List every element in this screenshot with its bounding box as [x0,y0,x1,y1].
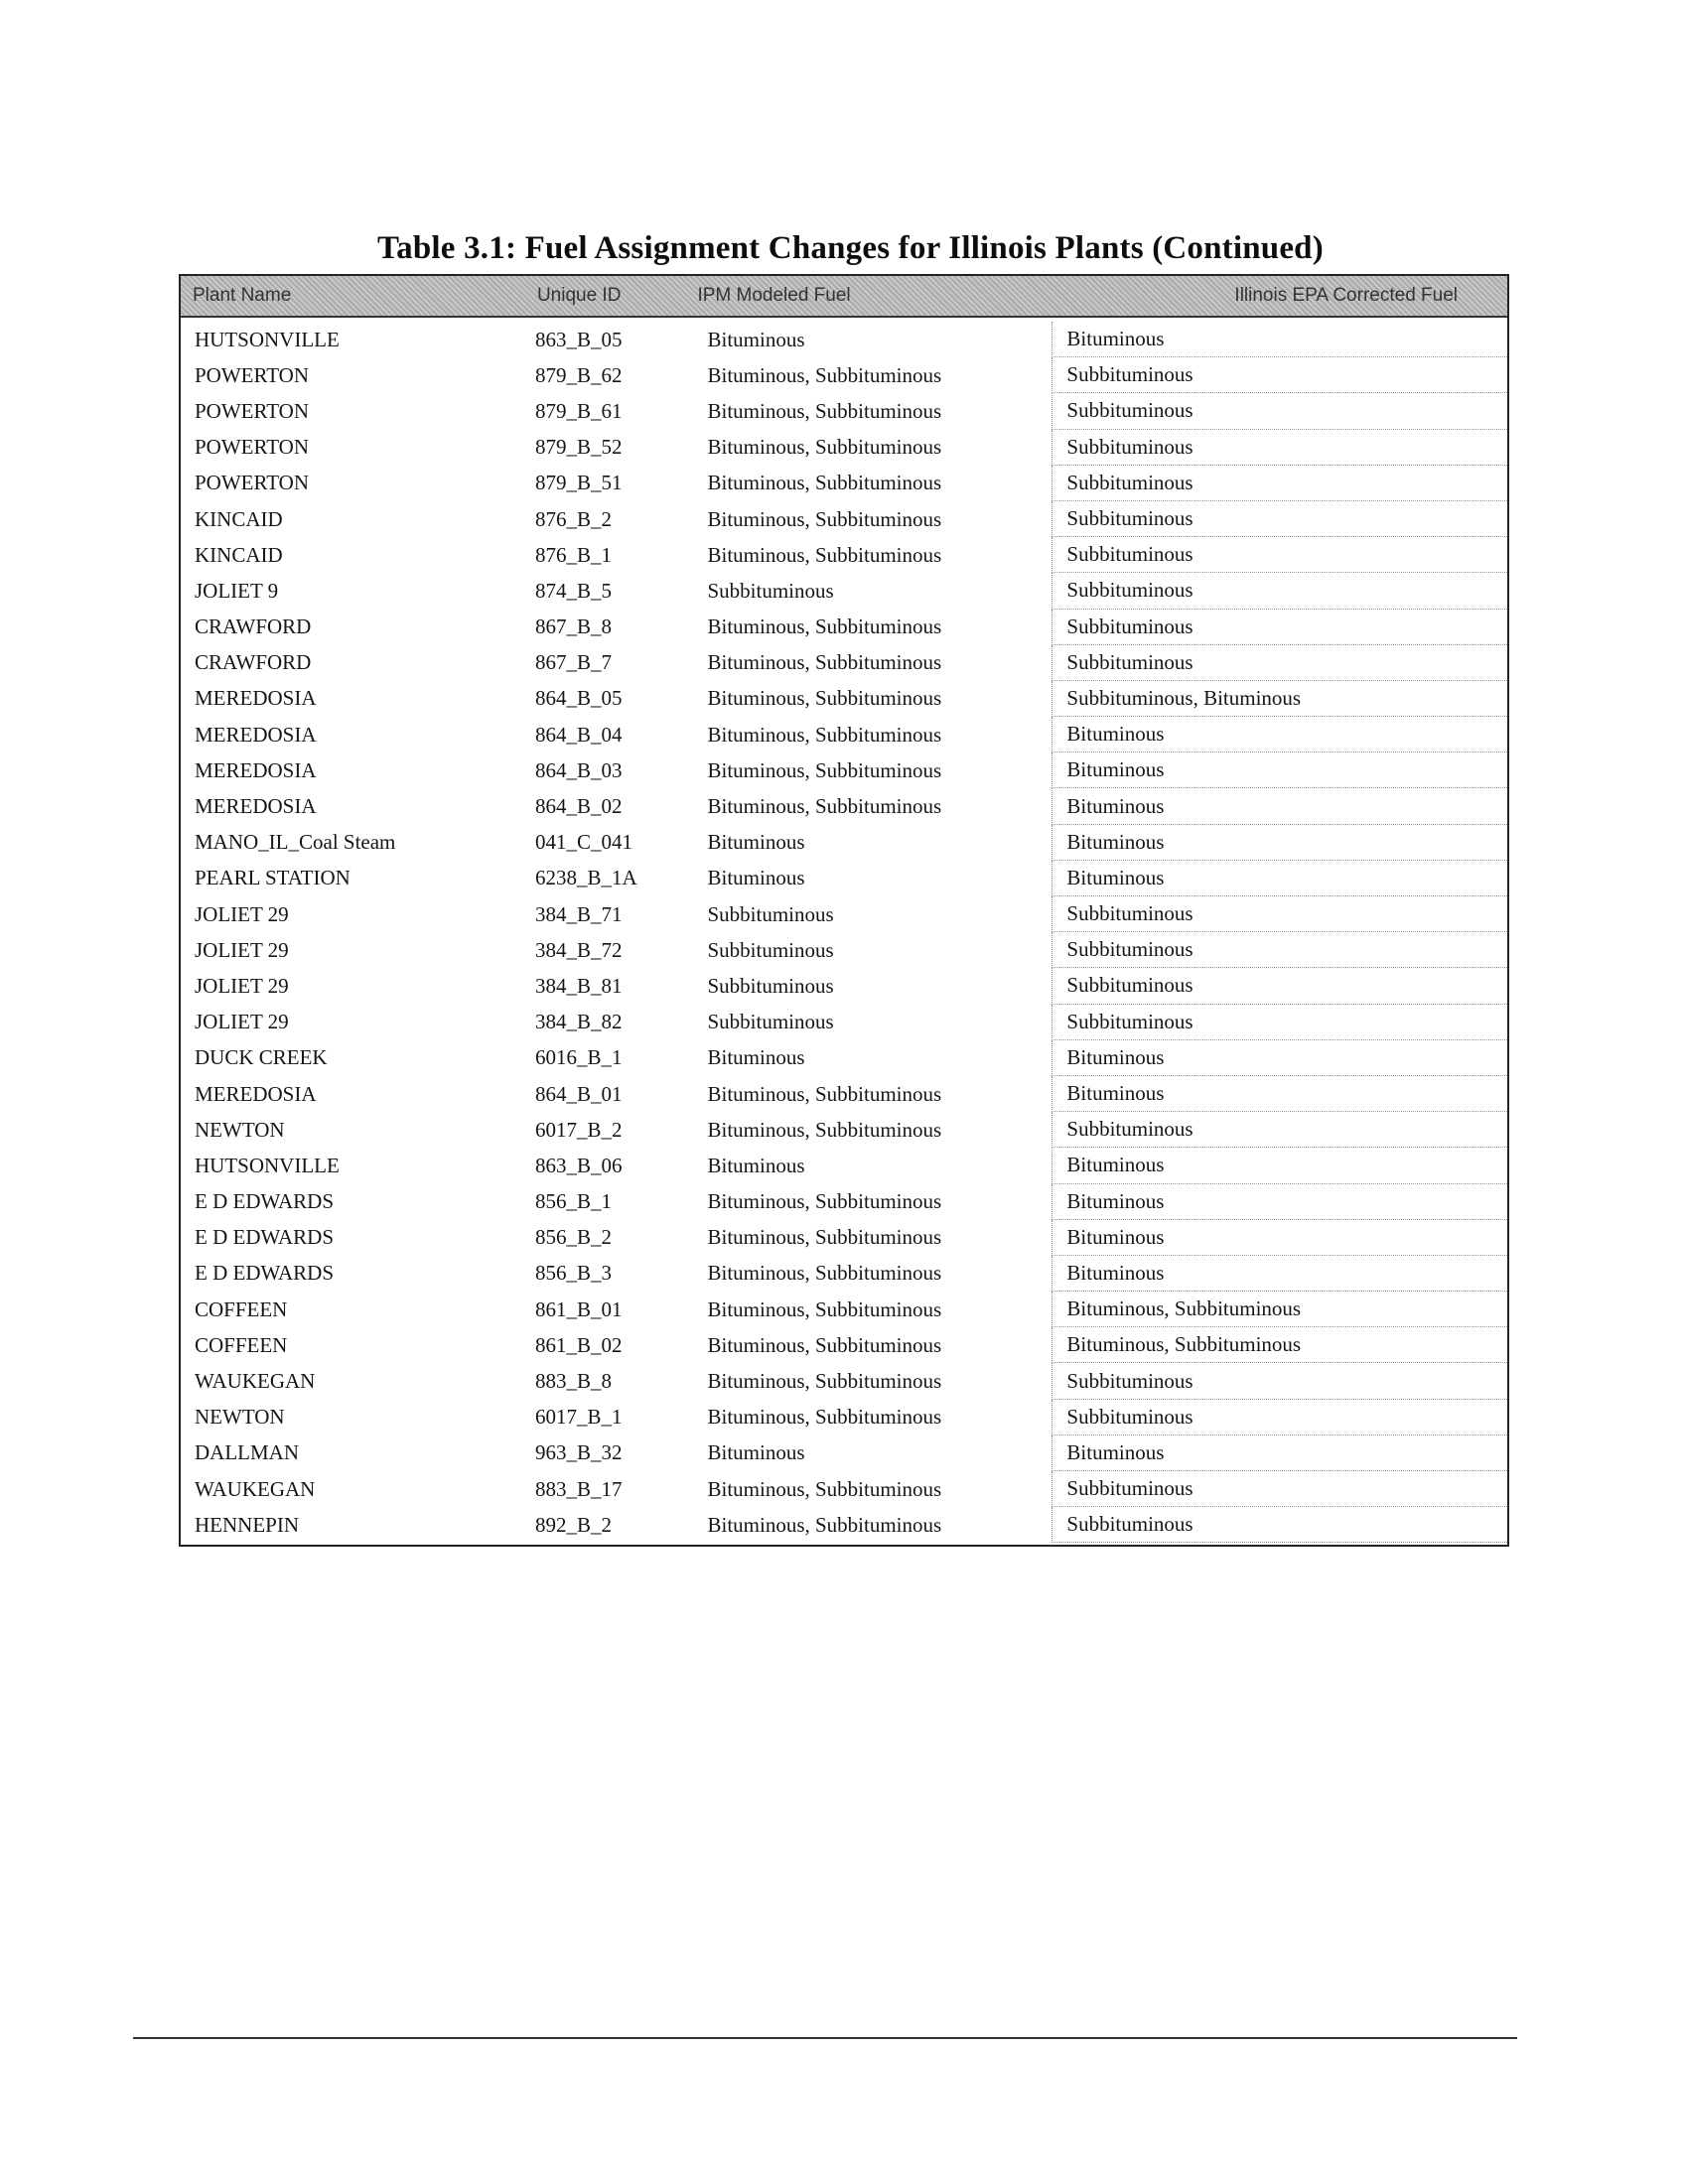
unique-id-cell: 879_B_51 [534,471,623,495]
epa-fuel-cell: Subbituminous [1052,645,1507,681]
epa-fuel-cell: Subbituminous [1052,430,1507,466]
table-row [181,573,1507,609]
epa-fuel-cell: Subbituminous [1052,1363,1507,1399]
plant-name-cell: JOLIET 29 [195,937,289,962]
table-row [181,932,1507,968]
unique-id-cell: 856_B_2 [534,1225,612,1250]
ipm-fuel-cell: Subbituminous [707,1010,834,1034]
table-row [181,1112,1507,1148]
epa-fuel-cell: Subbituminous, Bituminous [1052,681,1507,717]
ipm-fuel-cell: Bituminous, Subbituminous [707,1225,942,1250]
plant-name-cell: JOLIET 29 [195,973,289,998]
header-epa-fuel: Illinois EPA Corrected Fuel [1234,285,1458,306]
ipm-fuel-cell: Bituminous, Subbituminous [707,471,942,495]
plant-name-cell: WAUKEGAN [195,1369,316,1394]
ipm-fuel-cell: Bituminous, Subbituminous [707,435,942,460]
ipm-fuel-cell: Bituminous, Subbituminous [707,1405,942,1430]
plant-name-cell: MEREDOSIA [195,1081,317,1106]
epa-fuel-cell: Subbituminous [1052,537,1507,573]
ipm-fuel-cell: Bituminous [707,1440,805,1465]
plant-name-cell: JOLIET 29 [195,901,289,926]
epa-fuel-cell: Subbituminous [1052,1112,1507,1148]
epa-fuel-cell: Bituminous [1052,322,1507,357]
table-row [181,1507,1507,1543]
epa-fuel-cell: Bituminous [1052,825,1507,861]
table-row [181,861,1507,896]
unique-id-cell: 6016_B_1 [534,1045,623,1070]
header-unique-id: Unique ID [536,285,622,306]
plant-name-cell: NEWTON [195,1117,285,1142]
plant-name-cell: DUCK CREEK [195,1045,328,1070]
plant-name-cell: JOLIET 9 [195,578,279,603]
table-row [181,1292,1507,1327]
ipm-fuel-cell: Subbituminous [707,973,834,998]
table-row [181,466,1507,501]
plant-name-cell: NEWTON [195,1405,285,1430]
epa-fuel-cell: Subbituminous [1052,1507,1507,1543]
table-row [181,1435,1507,1471]
table-row [181,1040,1507,1076]
epa-fuel-cell: Subbituminous [1052,357,1507,393]
unique-id-cell: 879_B_52 [534,435,623,460]
ipm-fuel-cell: Bituminous [707,1045,805,1070]
unique-id-cell: 879_B_61 [534,398,623,423]
unique-id-cell: 863_B_06 [534,1153,623,1177]
plant-name-cell: DALLMAN [195,1440,299,1465]
plant-name-cell: COFFEEN [195,1332,288,1357]
unique-id-cell: 879_B_62 [534,362,623,387]
table-row [181,610,1507,645]
plant-name-cell: POWERTON [195,471,310,495]
table-row [181,1327,1507,1363]
unique-id-cell: 856_B_3 [534,1261,612,1286]
unique-id-cell: 874_B_5 [534,578,612,603]
epa-fuel-cell: Subbituminous [1052,501,1507,537]
header-plant-name: Plant Name [193,285,292,306]
ipm-fuel-cell: Bituminous, Subbituminous [707,1189,942,1214]
unique-id-cell: 867_B_8 [534,614,612,639]
unique-id-cell: 963_B_32 [534,1440,623,1465]
plant-name-cell: KINCAID [195,506,283,531]
ipm-fuel-cell: Bituminous, Subbituminous [707,1081,942,1106]
epa-fuel-cell: Subbituminous [1052,610,1507,645]
plant-name-cell: POWERTON [195,362,310,387]
ipm-fuel-cell: Bituminous, Subbituminous [707,1369,942,1394]
ipm-fuel-cell: Bituminous, Subbituminous [707,757,942,782]
table-row [181,537,1507,573]
table-row [181,1363,1507,1399]
unique-id-cell: 861_B_02 [534,1332,623,1357]
ipm-fuel-cell: Bituminous, Subbituminous [707,1332,942,1357]
table-row [181,357,1507,393]
table-row [181,788,1507,824]
plant-name-cell: MEREDOSIA [195,794,317,819]
table-row [181,717,1507,752]
epa-fuel-cell: Bituminous [1052,717,1507,752]
ipm-fuel-cell: Bituminous, Subbituminous [707,362,942,387]
table-row [181,1005,1507,1040]
table-title: Table 3.1: Fuel Assignment Changes for Illinois Plants (Continued) [377,230,1324,266]
plant-name-cell: MANO_IL_Coal Steam [195,830,396,855]
plant-name-cell: COFFEEN [195,1297,288,1321]
unique-id-cell: 6017_B_1 [534,1405,623,1430]
ipm-fuel-cell: Bituminous [707,327,805,351]
table-header-row [181,276,1507,318]
plant-name-cell: E D EDWARDS [195,1225,334,1250]
epa-fuel-cell: Bituminous [1052,1220,1507,1256]
unique-id-cell: 384_B_72 [534,937,623,962]
epa-fuel-cell: Bituminous [1052,1184,1507,1220]
plant-name-cell: KINCAID [195,542,283,567]
unique-id-cell: 384_B_82 [534,1010,623,1034]
ipm-fuel-cell: Bituminous, Subbituminous [707,1261,942,1286]
fuel-assignment-table [179,274,1509,1547]
unique-id-cell: 892_B_2 [534,1512,612,1537]
epa-fuel-cell: Subbituminous [1052,896,1507,932]
unique-id-cell: 041_C_041 [534,830,632,855]
ipm-fuel-cell: Bituminous, Subbituminous [707,686,942,711]
unique-id-cell: 861_B_01 [534,1297,623,1321]
unique-id-cell: 883_B_17 [534,1476,623,1501]
plant-name-cell: HUTSONVILLE [195,327,340,351]
epa-fuel-cell: Subbituminous [1052,1005,1507,1040]
unique-id-cell: 6238_B_1A [534,866,637,890]
unique-id-cell: 384_B_71 [534,901,623,926]
epa-fuel-cell: Bituminous [1052,1076,1507,1112]
plant-name-cell: PEARL STATION [195,866,351,890]
plant-name-cell: HUTSONVILLE [195,1153,340,1177]
ipm-fuel-cell: Bituminous, Subbituminous [707,542,942,567]
ipm-fuel-cell: Bituminous, Subbituminous [707,1297,942,1321]
plant-name-cell: CRAWFORD [195,614,312,639]
epa-fuel-cell: Bituminous [1052,1040,1507,1076]
plant-name-cell: CRAWFORD [195,650,312,675]
table-row [181,752,1507,788]
ipm-fuel-cell: Subbituminous [707,578,834,603]
plant-name-cell: MEREDOSIA [195,686,317,711]
epa-fuel-cell: Subbituminous [1052,393,1507,429]
table-row [181,1184,1507,1220]
unique-id-cell: 856_B_1 [534,1189,612,1214]
ipm-fuel-cell: Subbituminous [707,901,834,926]
ipm-fuel-cell: Bituminous, Subbituminous [707,1117,942,1142]
plant-name-cell: MEREDOSIA [195,722,317,747]
ipm-fuel-cell: Bituminous, Subbituminous [707,794,942,819]
footer-divider [133,2037,1517,2039]
plant-name-cell: WAUKEGAN [195,1476,316,1501]
ipm-fuel-cell: Bituminous [707,866,805,890]
table-row [181,1220,1507,1256]
ipm-fuel-cell: Subbituminous [707,937,834,962]
plant-name-cell: POWERTON [195,398,310,423]
table-row [181,896,1507,932]
plant-name-cell: E D EDWARDS [195,1261,334,1286]
epa-fuel-cell: Bituminous [1052,1435,1507,1471]
table-row [181,1400,1507,1435]
epa-fuel-cell: Bituminous [1052,861,1507,896]
ipm-fuel-cell: Bituminous, Subbituminous [707,722,942,747]
table-row [181,430,1507,466]
table-row [181,1148,1507,1183]
epa-fuel-cell: Bituminous [1052,788,1507,824]
ipm-fuel-cell: Bituminous, Subbituminous [707,650,942,675]
epa-fuel-cell: Bituminous, Subbituminous [1052,1292,1507,1327]
plant-name-cell: E D EDWARDS [195,1189,334,1214]
table-row [181,1076,1507,1112]
epa-fuel-cell: Subbituminous [1052,1471,1507,1507]
table-row [181,1471,1507,1507]
unique-id-cell: 864_B_04 [534,722,623,747]
table-row [181,501,1507,537]
plant-name-cell: MEREDOSIA [195,757,317,782]
ipm-fuel-cell: Bituminous, Subbituminous [707,1512,942,1537]
epa-fuel-cell: Subbituminous [1052,573,1507,609]
unique-id-cell: 864_B_01 [534,1081,623,1106]
unique-id-cell: 384_B_81 [534,973,623,998]
table-body [181,318,1507,1545]
ipm-fuel-cell: Bituminous, Subbituminous [707,614,942,639]
epa-fuel-cell: Bituminous [1052,1256,1507,1292]
epa-fuel-cell: Subbituminous [1052,1400,1507,1435]
plant-name-cell: HENNEPIN [195,1512,299,1537]
table-row [181,968,1507,1004]
unique-id-cell: 864_B_05 [534,686,623,711]
plant-name-cell: POWERTON [195,435,310,460]
ipm-fuel-cell: Bituminous [707,1153,805,1177]
table-row [181,825,1507,861]
ipm-fuel-cell: Bituminous, Subbituminous [707,1476,942,1501]
unique-id-cell: 867_B_7 [534,650,612,675]
unique-id-cell: 6017_B_2 [534,1117,623,1142]
epa-fuel-cell: Subbituminous [1052,932,1507,968]
epa-fuel-cell: Bituminous [1052,752,1507,788]
unique-id-cell: 876_B_2 [534,506,612,531]
table-row [181,681,1507,717]
epa-fuel-cell: Subbituminous [1052,466,1507,501]
header-ipm-fuel: IPM Modeled Fuel [697,285,851,306]
unique-id-cell: 883_B_8 [534,1369,612,1394]
ipm-fuel-cell: Bituminous, Subbituminous [707,398,942,423]
plant-name-cell: JOLIET 29 [195,1010,289,1034]
unique-id-cell: 876_B_1 [534,542,612,567]
unique-id-cell: 864_B_03 [534,757,623,782]
unique-id-cell: 864_B_02 [534,794,623,819]
epa-fuel-cell: Bituminous, Subbituminous [1052,1327,1507,1363]
ipm-fuel-cell: Bituminous [707,830,805,855]
table-row [181,393,1507,429]
table-row [181,1256,1507,1292]
ipm-fuel-cell: Bituminous, Subbituminous [707,506,942,531]
table-row [181,322,1507,357]
epa-fuel-cell: Bituminous [1052,1148,1507,1183]
epa-fuel-cell: Subbituminous [1052,968,1507,1004]
unique-id-cell: 863_B_05 [534,327,623,351]
table-row [181,645,1507,681]
